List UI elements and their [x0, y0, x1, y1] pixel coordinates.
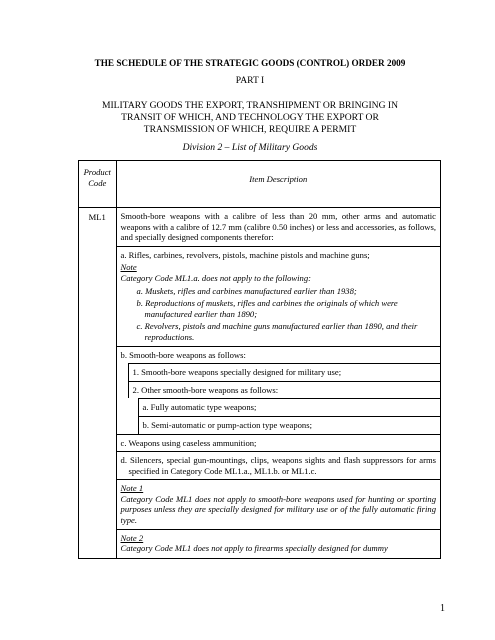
division-heading: Division 2 – List of Military Goods [182, 142, 318, 153]
product-code-header [79, 161, 117, 208]
section-heading-line: TRANSIT OF WHICH, AND TECHNOLOGY THE EXPORT OR [121, 112, 379, 123]
section-heading-line: TRANSMISSION OF WHICH, REQUIRE A PERMIT [143, 124, 357, 135]
item-d [117, 451, 440, 479]
section-heading-line: MILITARY GOODS THE EXPORT, TRANSHIPMENT OR BRINGING IN [101, 100, 399, 111]
item-b2a-text: a. Fully automatic type weapons; [142, 402, 257, 413]
item-b2b [138, 416, 440, 434]
part-heading: PART I [235, 75, 265, 86]
table-row [79, 208, 441, 559]
table-header-row [79, 161, 441, 208]
item-intro [117, 208, 440, 246]
note-2 [117, 529, 440, 558]
note-2-text: Category Code ML1 does not apply to firearms specially designed for dummy [120, 543, 388, 554]
page-number: 1 [440, 603, 445, 614]
item-b1-text: 1. Smooth-bore weapons specially designed for military use; [132, 367, 342, 378]
military-goods-table [78, 160, 441, 559]
item-description-cell [116, 208, 440, 559]
note-list-item: a. Muskets, rifles and carbines manufactured earlier than 1938; [136, 285, 357, 296]
note-2-label: Note 2 [120, 532, 144, 543]
item-a [117, 246, 440, 346]
note-list-item: c. Revolvers, pistols and machine guns manufactured earlier than 1890, and their reproductions. [136, 321, 418, 342]
product-code-header-line: Code [88, 177, 107, 188]
item-b2-text: 2. Other smooth-bore weapons as follows: [132, 384, 279, 395]
item-intro-text: Smooth-bore weapons with a calibre of less than 20 mm, other arms and automatic weapons with a calibre of 12.7 mm (calibre 0.50 inches) or less and accessories, as follows, and specially designed components therefor: [120, 211, 436, 243]
item-c [117, 434, 440, 452]
item-b2 [128, 381, 440, 399]
product-code-cell: ML1 [79, 208, 117, 559]
item-b1 [128, 363, 440, 381]
note-1 [117, 479, 440, 528]
item-a-note-text: Category Code ML1.a. does not apply to the following: [120, 272, 311, 283]
item-description-header: Item Description [116, 161, 440, 208]
item-b [117, 346, 440, 364]
item-a-note-label: Note [120, 262, 137, 273]
document-title: THE SCHEDULE OF THE STRATEGIC GOODS (CONTROL) ORDER 2009 [94, 58, 406, 68]
note-1-label: Note 1 [120, 483, 144, 494]
product-code-header-line: Product [83, 167, 111, 177]
item-c-text: c. Weapons using caseless ammunition; [120, 437, 257, 448]
item-b2b-text: b. Semi-automatic or pump-action type weapons; [142, 419, 312, 430]
section-heading [40, 100, 460, 136]
note-1-text: Category Code ML1 does not apply to smooth-bore weapons used for hunting or sporting purposes unless they are specially designed for military use or of the fully automatic firing type. [120, 493, 436, 526]
item-a-text: a. Rifles, carbines, revolvers, pistols, machine pistols and machine guns; [120, 249, 370, 260]
item-b-text: b. Smooth-bore weapons as follows: [120, 349, 246, 360]
item-d-text: d. Silencers, special gun-mountings, clips, weapons sights and flash suppressors for arms specified in Category Code ML1.a., ML1.b. or ML1.c. [120, 455, 436, 476]
item-b2a [138, 398, 440, 416]
note-list-item: b. Reproductions of muskets, rifles and carbines the originals of which were manufactured earlier than 1890; [136, 298, 398, 319]
